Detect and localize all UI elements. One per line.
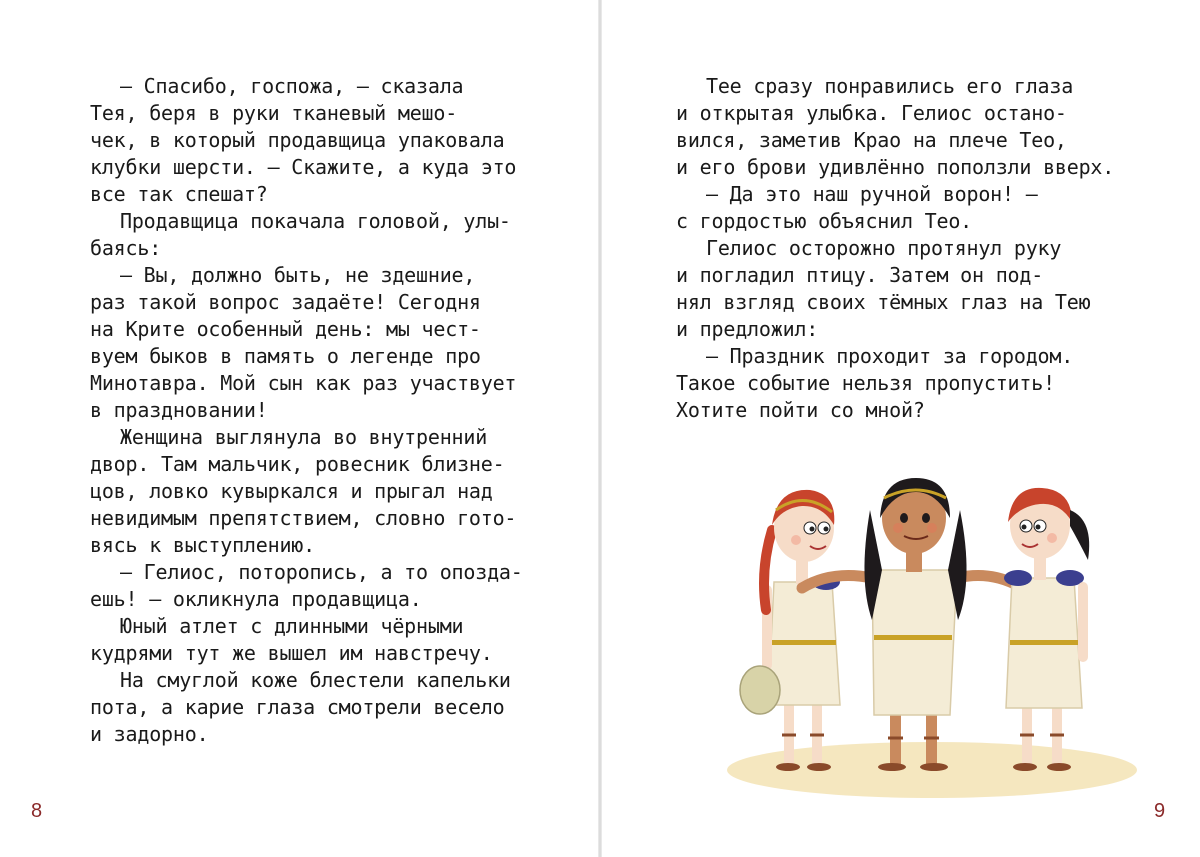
- text-line: и его брови удивлённо поползли вверх.: [676, 155, 1115, 179]
- text-line: ешь! — окликнула продавщица.: [90, 587, 422, 611]
- text-line: Хотите пойти со мной?: [676, 398, 925, 422]
- text-line: кудрями тут же вышел им навстречу.: [90, 641, 493, 665]
- text-line: Гелиос осторожно протянул руку: [706, 236, 1062, 260]
- left-page: [0, 0, 598, 857]
- text-line: в праздновании!: [90, 398, 268, 422]
- text-line: клубки шерсти. — Скажите, а куда это: [90, 155, 517, 179]
- text-line: вуем быков в память о легенде про: [90, 344, 481, 368]
- text-line: Такое событие нельзя пропустить!: [676, 371, 1055, 395]
- text-line: чек, в который продавщица упаковала: [90, 128, 505, 152]
- text-line: с гордостью объяснил Тео.: [676, 209, 973, 233]
- text-line: — Вы, должно быть, не здешние,: [120, 263, 476, 287]
- text-line: нял взгляд своих тёмных глаз на Тею: [676, 290, 1091, 314]
- text-line: и открытая улыбка. Гелиос остано-: [676, 101, 1067, 125]
- girl-left-figure: [740, 490, 840, 771]
- right-page-text: [676, 73, 1126, 424]
- text-line: — Праздник проходит за городом.: [706, 344, 1074, 368]
- left-page-text: [90, 73, 530, 748]
- text-line: — Гелиос, поторопись, а то опозда-: [120, 560, 523, 584]
- text-line: невидимым препятствием, словно гото-: [90, 506, 517, 530]
- text-line: двор. Там мальчик, ровесник близне-: [90, 452, 505, 476]
- text-line: — Спасибо, госпожа, — сказала: [120, 74, 464, 98]
- text-line: На смуглой коже блестели капельки: [120, 668, 511, 692]
- text-line: пота, а карие глаза смотрели весело: [90, 695, 505, 719]
- page-number-left: 8: [31, 800, 43, 822]
- text-line: Юный атлет с длинными чёрными: [120, 614, 464, 638]
- text-line: Женщина выглянула во внутренний: [120, 425, 488, 449]
- text-line: и задорно.: [90, 722, 209, 746]
- three-children-in-tunics-illustration: [722, 470, 1142, 800]
- right-page: [602, 0, 1200, 857]
- text-line: Тее сразу понравились его глаза: [706, 74, 1074, 98]
- text-line: все так спешат?: [90, 182, 268, 206]
- text-line: Минотавра. Мой сын как раз участвует: [90, 371, 517, 395]
- text-line: баясь:: [90, 236, 162, 260]
- text-line: вился, заметив Крао на плече Тео,: [676, 128, 1067, 152]
- text-line: — Да это наш ручной ворон! —: [706, 182, 1038, 206]
- text-line: раз такой вопрос задаёте! Сегодня: [90, 290, 481, 314]
- girl-right-figure: [1004, 488, 1089, 771]
- text-line: на Крите особенный день: мы чест-: [90, 317, 481, 341]
- text-line: и погладил птицу. Затем он под-: [676, 263, 1044, 287]
- text-line: Тея, беря в руки тканевый мешо-: [90, 101, 458, 125]
- page-number-right: 9: [1154, 800, 1166, 822]
- text-line: вясь к выступлению.: [90, 533, 315, 557]
- text-line: цов, ловко кувыркался и прыгал над: [90, 479, 493, 503]
- text-line: и предложил:: [676, 317, 819, 341]
- text-line: Продавщица покачала головой, улы-: [120, 209, 511, 233]
